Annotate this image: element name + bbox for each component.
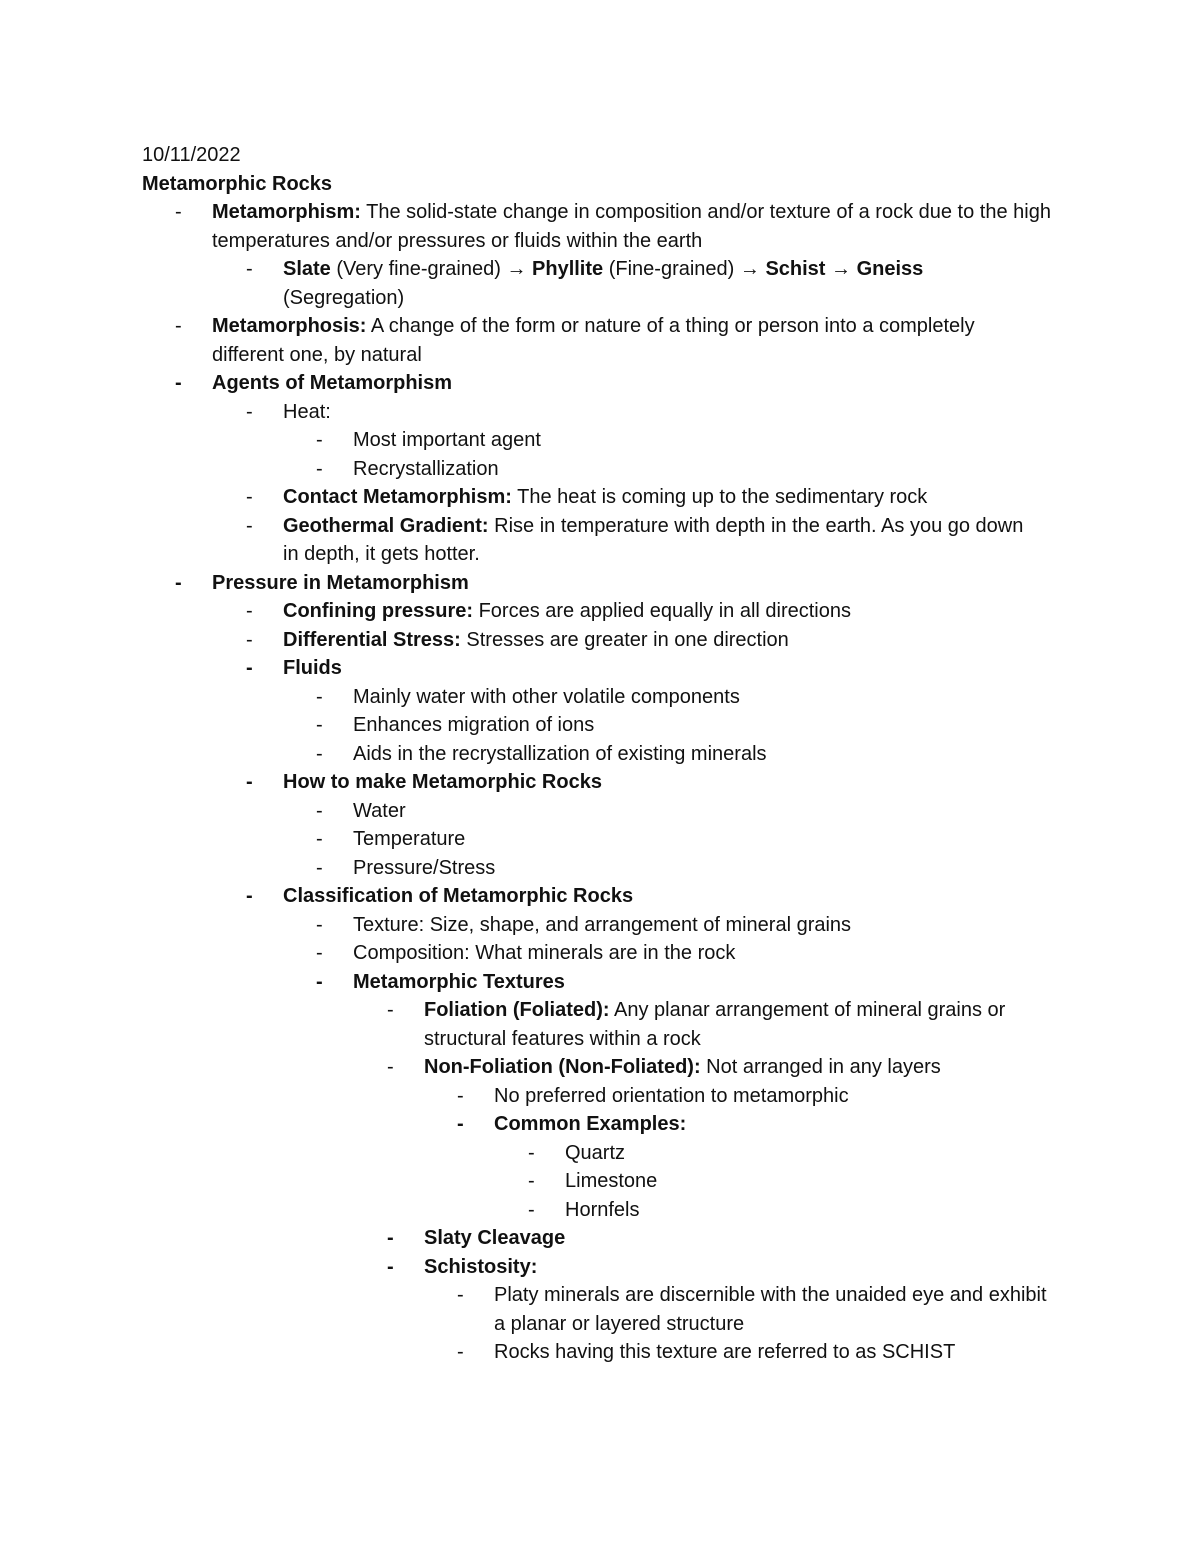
bullet-dash: - xyxy=(175,201,182,223)
bullet-dash: - xyxy=(387,1255,394,1278)
item-description: Limestone xyxy=(565,1170,658,1192)
outline-item xyxy=(0,1224,1064,1253)
outline-item xyxy=(0,626,1043,655)
note-title: Metamorphic Rocks xyxy=(142,172,333,195)
outline-item xyxy=(0,797,1053,826)
bullet-dash: - xyxy=(316,457,323,480)
outline-item xyxy=(0,398,1043,427)
item-description: Pressure/Stress xyxy=(353,856,496,879)
outline-item-text xyxy=(353,854,1053,883)
bold-term: Slate xyxy=(283,258,331,280)
outline-item-text xyxy=(283,483,1043,512)
outline-item-text xyxy=(283,255,1043,312)
outline-item xyxy=(0,768,1043,797)
bullet-dash: - xyxy=(316,799,323,822)
bold-term: Contact Metamorphism: xyxy=(283,486,512,508)
outline-item-text xyxy=(353,911,1053,940)
bold-term: How to make Metamorphic Rocks xyxy=(283,771,602,793)
outline-item xyxy=(0,483,1043,512)
bullet-dash: - xyxy=(316,856,323,879)
bold-term: Confining pressure: xyxy=(283,600,474,622)
bullet-dash: - xyxy=(387,1227,394,1249)
bullet-dash: - xyxy=(457,1084,464,1107)
outline-item-text xyxy=(353,711,1053,740)
outline-item-text xyxy=(353,426,1053,455)
item-description: Enhances migration of ions xyxy=(353,714,595,736)
outline-item-text xyxy=(494,1110,1054,1139)
bullet-dash: - xyxy=(246,486,253,508)
item-description: The solid-state change in composition and/or texture of a rock due to the high temperatures and/or pressures or fluids within the earth xyxy=(212,201,1051,252)
bold-term: Metamorphism: xyxy=(212,201,361,223)
outline-item xyxy=(0,1167,1045,1196)
outline-item xyxy=(0,1196,1045,1225)
item-description: A change of the form or nature of a thing or person into a completely different one, by natural xyxy=(212,315,975,366)
bullet-dash: - xyxy=(246,258,253,280)
item-description: Forces are applied equally in all directions xyxy=(473,600,851,622)
outline-item xyxy=(0,255,1043,312)
bold-term: Foliation (Foliated): xyxy=(424,999,610,1021)
outline-item-text xyxy=(424,996,1064,1053)
bold-term: Schistosity: xyxy=(424,1255,538,1278)
outline-item xyxy=(0,968,1053,997)
bullet-dash: - xyxy=(457,1284,464,1306)
outline-item xyxy=(0,854,1053,883)
bullet-dash: - xyxy=(387,999,394,1021)
bold-term: Geothermal Gradient: xyxy=(283,514,489,537)
bullet-dash: - xyxy=(175,372,182,394)
outline-item xyxy=(0,939,1053,968)
outline-item xyxy=(0,911,1053,940)
bold-term: Schist xyxy=(765,258,826,280)
bullet-dash: - xyxy=(246,514,253,537)
outline-item xyxy=(0,312,1052,369)
outline-item-text xyxy=(283,626,1043,655)
outline-item-text xyxy=(283,512,1043,569)
bullet-dash: - xyxy=(316,714,323,736)
bullet-dash: - xyxy=(316,970,323,993)
item-description: Quartz xyxy=(565,1141,626,1164)
outline-item xyxy=(0,597,1043,626)
bullet-dash: - xyxy=(246,657,253,679)
text-segment: → xyxy=(825,258,857,280)
outline-item xyxy=(0,1338,1054,1367)
bold-term: Gneiss xyxy=(856,258,924,280)
text-segment: (Fine-grained) → xyxy=(603,258,766,280)
item-description: Rise in temperature with depth in the earth. As you go down in depth, it gets hotter. xyxy=(283,514,1024,565)
outline-item xyxy=(0,1053,1064,1082)
bold-term: Slaty Cleavage xyxy=(424,1227,566,1249)
outline-item-text xyxy=(424,1253,1064,1282)
outline-item xyxy=(0,1253,1064,1282)
outline-item-text xyxy=(353,797,1053,826)
outline-item xyxy=(0,711,1053,740)
bullet-dash: - xyxy=(316,685,323,708)
item-description: Aids in the recrystallization of existing minerals xyxy=(353,742,767,765)
bullet-dash: - xyxy=(175,571,182,594)
outline-item xyxy=(0,882,1043,911)
item-description: Not arranged in any layers xyxy=(700,1056,941,1078)
outline-item-text xyxy=(353,939,1053,968)
outline-item-text xyxy=(212,369,1052,398)
bullet-dash: - xyxy=(246,400,253,423)
outline-item-text xyxy=(212,569,1052,598)
bullet-dash: - xyxy=(457,1341,464,1363)
bold-term: Phyllite xyxy=(532,258,604,280)
bullet-dash: - xyxy=(246,771,253,793)
outline-item xyxy=(0,1082,1054,1111)
outline-item xyxy=(0,1139,1045,1168)
outline-item-text xyxy=(283,654,1043,683)
bold-term: Pressure in Metamorphism xyxy=(212,571,469,594)
bullet-dash: - xyxy=(528,1141,535,1164)
text-segment: (Segregation) xyxy=(283,286,405,309)
outline-item xyxy=(0,654,1043,683)
bullet-dash: - xyxy=(246,600,253,622)
outline-item xyxy=(0,825,1053,854)
item-description: Rocks having this texture are referred to as SCHIST xyxy=(494,1341,956,1363)
outline-item-text xyxy=(353,825,1053,854)
bold-term: Metamorphic Textures xyxy=(353,970,565,993)
bold-term: Common Examples: xyxy=(494,1113,687,1135)
outline-item-text xyxy=(283,882,1043,911)
outline-item-text xyxy=(353,455,1053,484)
item-description: Hornfels xyxy=(565,1198,640,1221)
bullet-dash: - xyxy=(528,1170,535,1192)
item-description: Water xyxy=(353,799,406,822)
outline-item-text xyxy=(212,312,1052,369)
bold-term: Differential Stress: xyxy=(283,628,461,651)
outline-item-text xyxy=(565,1167,1045,1196)
note-date: 10/11/2022 xyxy=(142,144,241,166)
outline-item xyxy=(0,1110,1054,1139)
outline-item xyxy=(0,198,1052,255)
bullet-dash: - xyxy=(387,1056,394,1078)
item-description: Heat: xyxy=(283,400,331,423)
item-description: Platy minerals are discernible with the unaided eye and exhibit a planar or layered structure xyxy=(494,1284,1047,1335)
bullet-dash: - xyxy=(175,315,182,337)
bullet-dash: - xyxy=(316,429,323,451)
bold-term: Fluids xyxy=(283,657,342,679)
item-description: Stresses are greater in one direction xyxy=(460,628,789,651)
outline-item-text xyxy=(283,597,1043,626)
notes-outline xyxy=(0,198,1200,1367)
bold-term: Non-Foliation (Non-Foliated): xyxy=(424,1056,701,1078)
outline-item xyxy=(0,683,1053,712)
bold-term: Metamorphosis: xyxy=(212,315,367,337)
item-description: Temperature xyxy=(353,828,466,850)
outline-item xyxy=(0,569,1052,598)
outline-item xyxy=(0,455,1053,484)
bullet-dash: - xyxy=(316,828,323,850)
bold-term: Agents of Metamorphism xyxy=(212,372,453,394)
outline-item xyxy=(0,740,1053,769)
bullet-dash: - xyxy=(246,885,253,907)
bullet-dash: - xyxy=(316,942,323,964)
item-description: Composition: What minerals are in the rock xyxy=(353,942,736,964)
outline-item xyxy=(0,426,1053,455)
outline-item-text xyxy=(353,968,1053,997)
text-segment: (Very fine-grained) → xyxy=(330,258,533,280)
outline-item xyxy=(0,369,1052,398)
outline-item-text xyxy=(424,1053,1064,1082)
bullet-dash: - xyxy=(316,742,323,765)
bullet-dash: - xyxy=(246,628,253,651)
outline-item-text xyxy=(494,1082,1054,1111)
bullet-dash: - xyxy=(457,1113,464,1135)
outline-item-text xyxy=(424,1224,1064,1253)
item-description: Most important agent xyxy=(353,429,541,451)
outline-item xyxy=(0,512,1043,569)
outline-item-text xyxy=(283,398,1043,427)
outline-item-text xyxy=(565,1139,1045,1168)
outline-item-text xyxy=(212,198,1052,255)
item-description: Texture: Size, shape, and arrangement of mineral grains xyxy=(353,913,852,936)
outline-item-text xyxy=(283,768,1043,797)
bullet-dash: - xyxy=(528,1198,535,1221)
item-description: Any planar arrangement of mineral grains or structural features within a rock xyxy=(424,999,1006,1050)
bold-term: Classification of Metamorphic Rocks xyxy=(283,885,634,907)
outline-item xyxy=(0,1281,1054,1338)
item-description: The heat is coming up to the sedimentary rock xyxy=(511,486,928,508)
item-description: No preferred orientation to metamorphic xyxy=(494,1084,849,1107)
outline-item-text xyxy=(353,683,1053,712)
outline-item-text xyxy=(494,1281,1054,1338)
outline-item-text xyxy=(565,1196,1045,1225)
outline-item-text xyxy=(353,740,1053,769)
outline-item xyxy=(0,996,1064,1053)
item-description: Mainly water with other volatile components xyxy=(353,685,740,708)
item-description: Recrystallization xyxy=(353,457,499,480)
outline-item-text xyxy=(494,1338,1054,1367)
bullet-dash: - xyxy=(316,913,323,936)
